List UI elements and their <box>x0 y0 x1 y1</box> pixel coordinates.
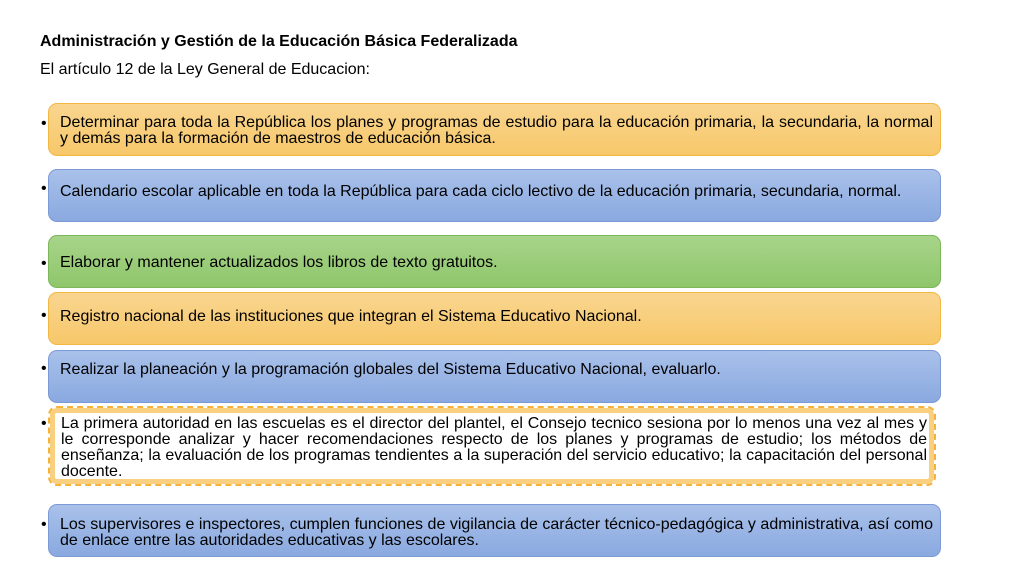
list-item-text: Elaborar y mantener actualizados los libros de texto gratuitos. <box>60 254 498 271</box>
list-item-text: Calendario escolar aplicable en toda la República para cada ciclo lectivo de la educación primaria, secundaria, normal. <box>60 183 902 200</box>
bullet-marker: • <box>41 360 47 377</box>
bullet-marker: • <box>41 307 47 324</box>
list-item-libros-texto <box>48 235 941 288</box>
list-item-calendario-escolar <box>48 169 941 222</box>
list-item-registro-nacional <box>48 292 941 345</box>
list-item-text: La primera autoridad en las escuelas es el director del plantel, el Consejo tecnico sesiona por lo menos una vez al mes y le corresponde analizar y hacer recomendaciones respecto de los planes y programas de estudio; los métodos de enseñanza; la evaluación de los programas tendientes a la superación del servicio educativo; la capacitación del personal docente. <box>61 415 927 480</box>
list-item-text: Los supervisores e inspectores, cumplen funciones de vigilancia de carácter técnico-pedagógica y administrativa, así como de enlace entre las autoridades educativas y las escolares. <box>60 516 933 549</box>
list-item-text: Registro nacional de las instituciones que integran el Sistema Educativo Nacional. <box>60 308 642 325</box>
bullet-marker: • <box>41 180 47 197</box>
list-item-supervisores <box>48 504 941 557</box>
list-item-text: Realizar la planeación y la programación globales del Sistema Educativo Nacional, evaluarlo. <box>60 361 721 378</box>
list-item-text: Determinar para toda la República los planes y programas de estudio para la educación primaria, la secundaria, la normal y demás para la formación de maestros de educación básica. <box>60 114 933 147</box>
slide-title: Administración y Gestión de la Educación Básica Federalizada <box>40 33 518 50</box>
list-item-consejo-tecnico <box>48 406 936 486</box>
list-item-planeacion <box>48 350 941 403</box>
bullet-marker: • <box>41 516 47 533</box>
bullet-marker: • <box>41 255 47 272</box>
bullet-marker: • <box>41 115 47 132</box>
slide-subtitle: El artículo 12 de la Ley General de Educacion: <box>40 61 370 78</box>
list-item-planes-programas <box>48 103 941 156</box>
bullet-marker: • <box>41 415 47 432</box>
